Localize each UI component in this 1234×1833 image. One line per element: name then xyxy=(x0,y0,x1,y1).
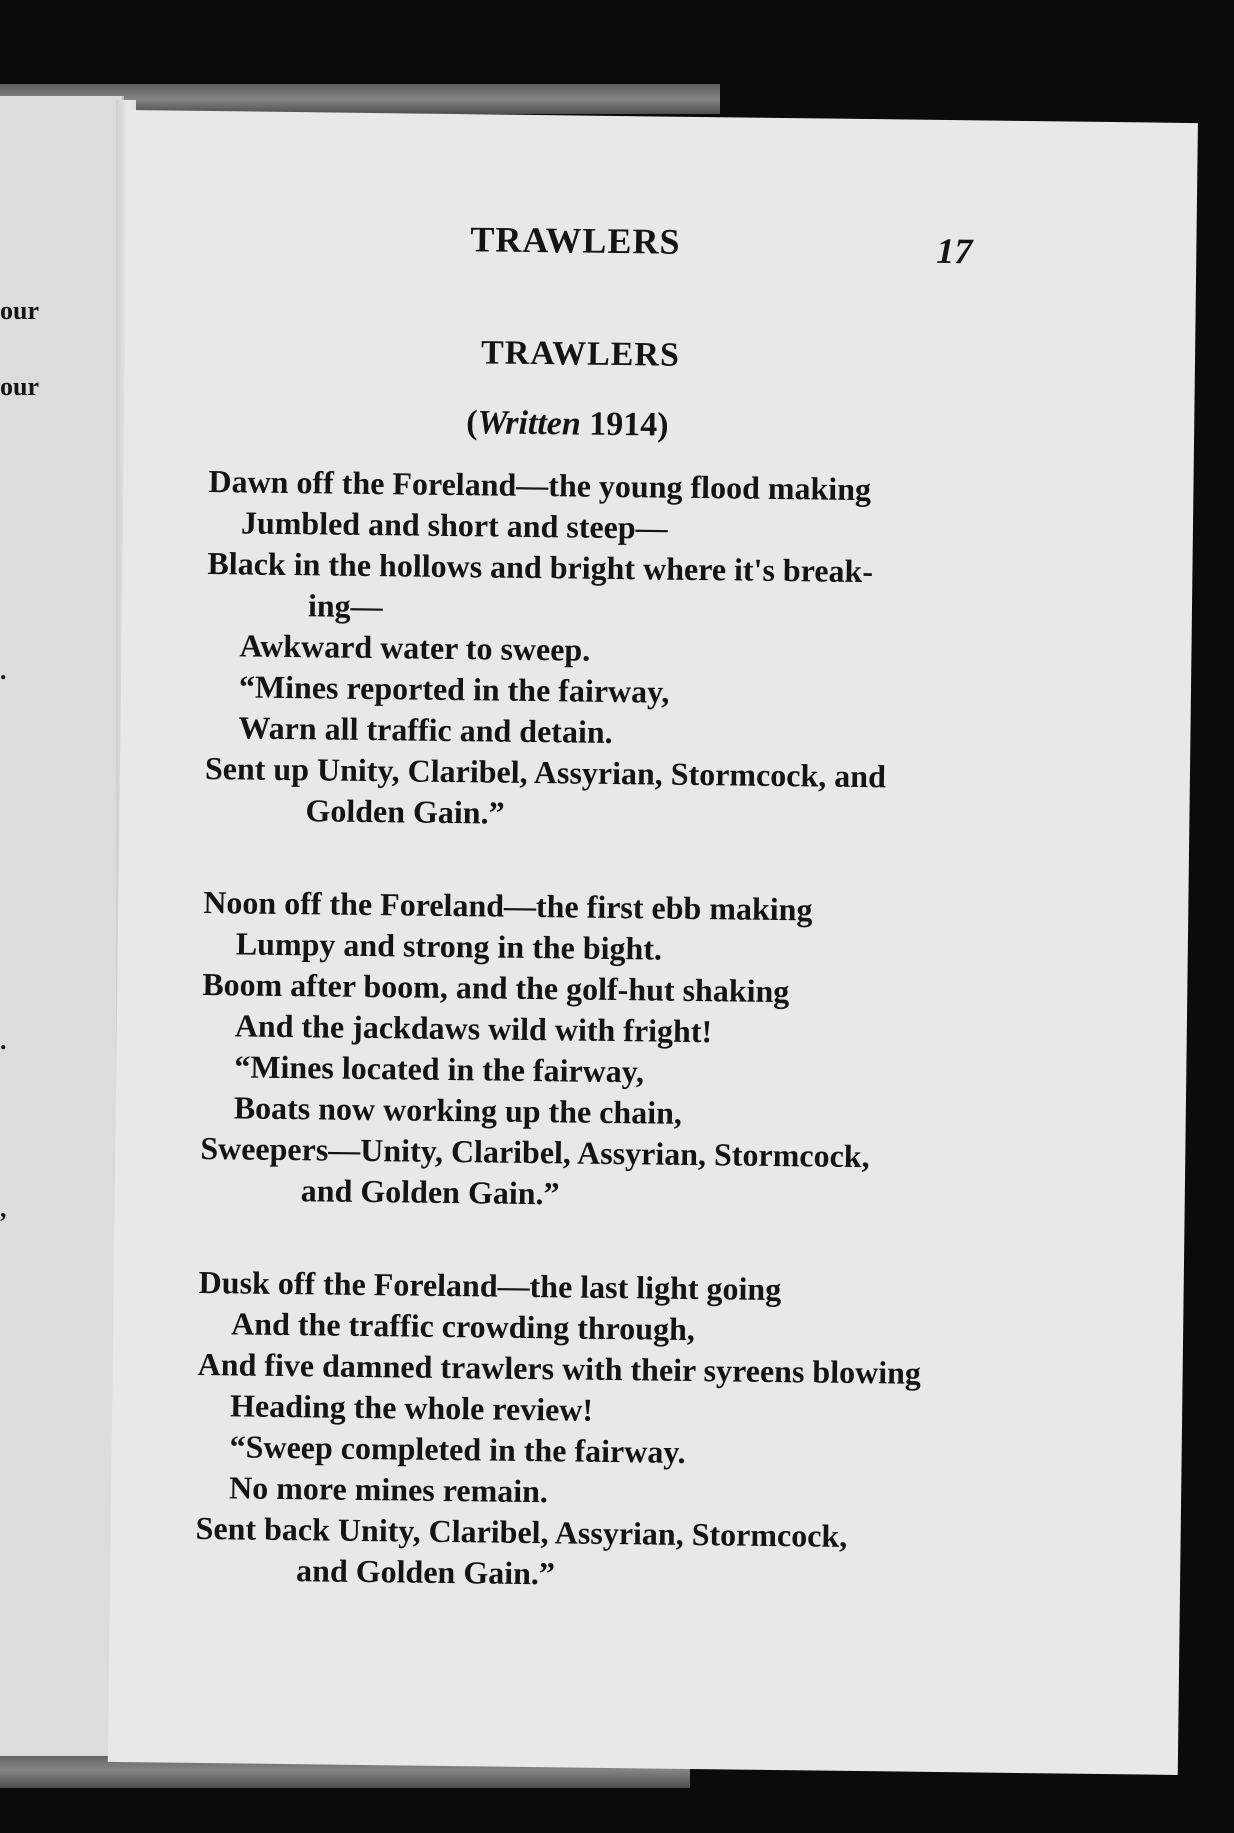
stanza-2 xyxy=(115,881,1119,1221)
subtitle-written: Written xyxy=(477,404,582,443)
left-page-fragment: , xyxy=(0,1194,7,1223)
poem-line: Golden Gain.” xyxy=(305,792,505,831)
poem-line: And the traffic crowding through, xyxy=(230,1305,696,1348)
poem-line: Boats now working up the chain, xyxy=(233,1089,683,1131)
poem-line: Jumbled and short and steep— xyxy=(240,504,668,546)
poem-line: Boom after boom, and the golf-hut shaking xyxy=(202,965,790,1010)
poem-line: “Mines reported in the fairway, xyxy=(238,668,670,710)
poem-line: Noon off the Foreland—the first ebb making xyxy=(203,883,813,928)
poem-line: Black in the hollows and bright where it's break- xyxy=(207,545,874,590)
poem-line: Sent back Unity, Claribel, Assyrian, Stormcock, xyxy=(195,1509,848,1554)
poem-line: Sent up Unity, Claribel, Assyrian, Stormcock, and xyxy=(204,749,887,795)
subtitle-year: 1914) xyxy=(580,405,669,444)
poem-line: “Sweep completed in the fairway. xyxy=(229,1428,686,1470)
poem-line: and Golden Gain.” xyxy=(295,1552,556,1592)
page-number: 17 xyxy=(936,230,973,272)
poem-line: Dawn off the Foreland—the young flood making xyxy=(208,463,872,508)
left-page-fragment: . xyxy=(0,1026,7,1055)
running-head: TRAWLERS xyxy=(470,219,681,262)
previous-page-edge xyxy=(0,96,124,1756)
poem-line: And the jackdaws wild with fright! xyxy=(234,1007,713,1050)
poem-line: ing— xyxy=(307,587,383,625)
poem-title: TRAWLERS xyxy=(480,334,681,374)
poem-line: And five damned trawlers with their syreens blowing xyxy=(197,1345,922,1391)
poem-line: No more mines remain. xyxy=(228,1469,549,1510)
poem-line: “Mines located in the fairway, xyxy=(234,1048,645,1090)
page xyxy=(108,110,1198,1775)
stanza-3 xyxy=(110,1261,1114,1601)
poem-line: Lumpy and strong in the bight. xyxy=(235,925,663,967)
poem-line: Warn all traffic and detain. xyxy=(238,709,613,750)
poem-line: and Golden Gain.” xyxy=(300,1172,560,1212)
poem-line: Heading the whole review! xyxy=(229,1387,594,1428)
left-page-fragment: our xyxy=(0,296,39,325)
poem-line: Sweepers—Unity, Claribel, Assyrian, Stormcock, xyxy=(200,1129,870,1175)
subtitle-open-paren: ( xyxy=(465,404,478,442)
poem-line: Dusk off the Foreland—the last light going xyxy=(198,1263,782,1308)
stanza-1 xyxy=(119,460,1123,841)
poem-body xyxy=(109,460,1123,1653)
poem-line: Awkward water to sweep. xyxy=(239,627,591,668)
left-page-fragment: . xyxy=(0,656,7,685)
poem-subtitle xyxy=(466,404,669,444)
left-page-fragment: our xyxy=(0,372,39,401)
